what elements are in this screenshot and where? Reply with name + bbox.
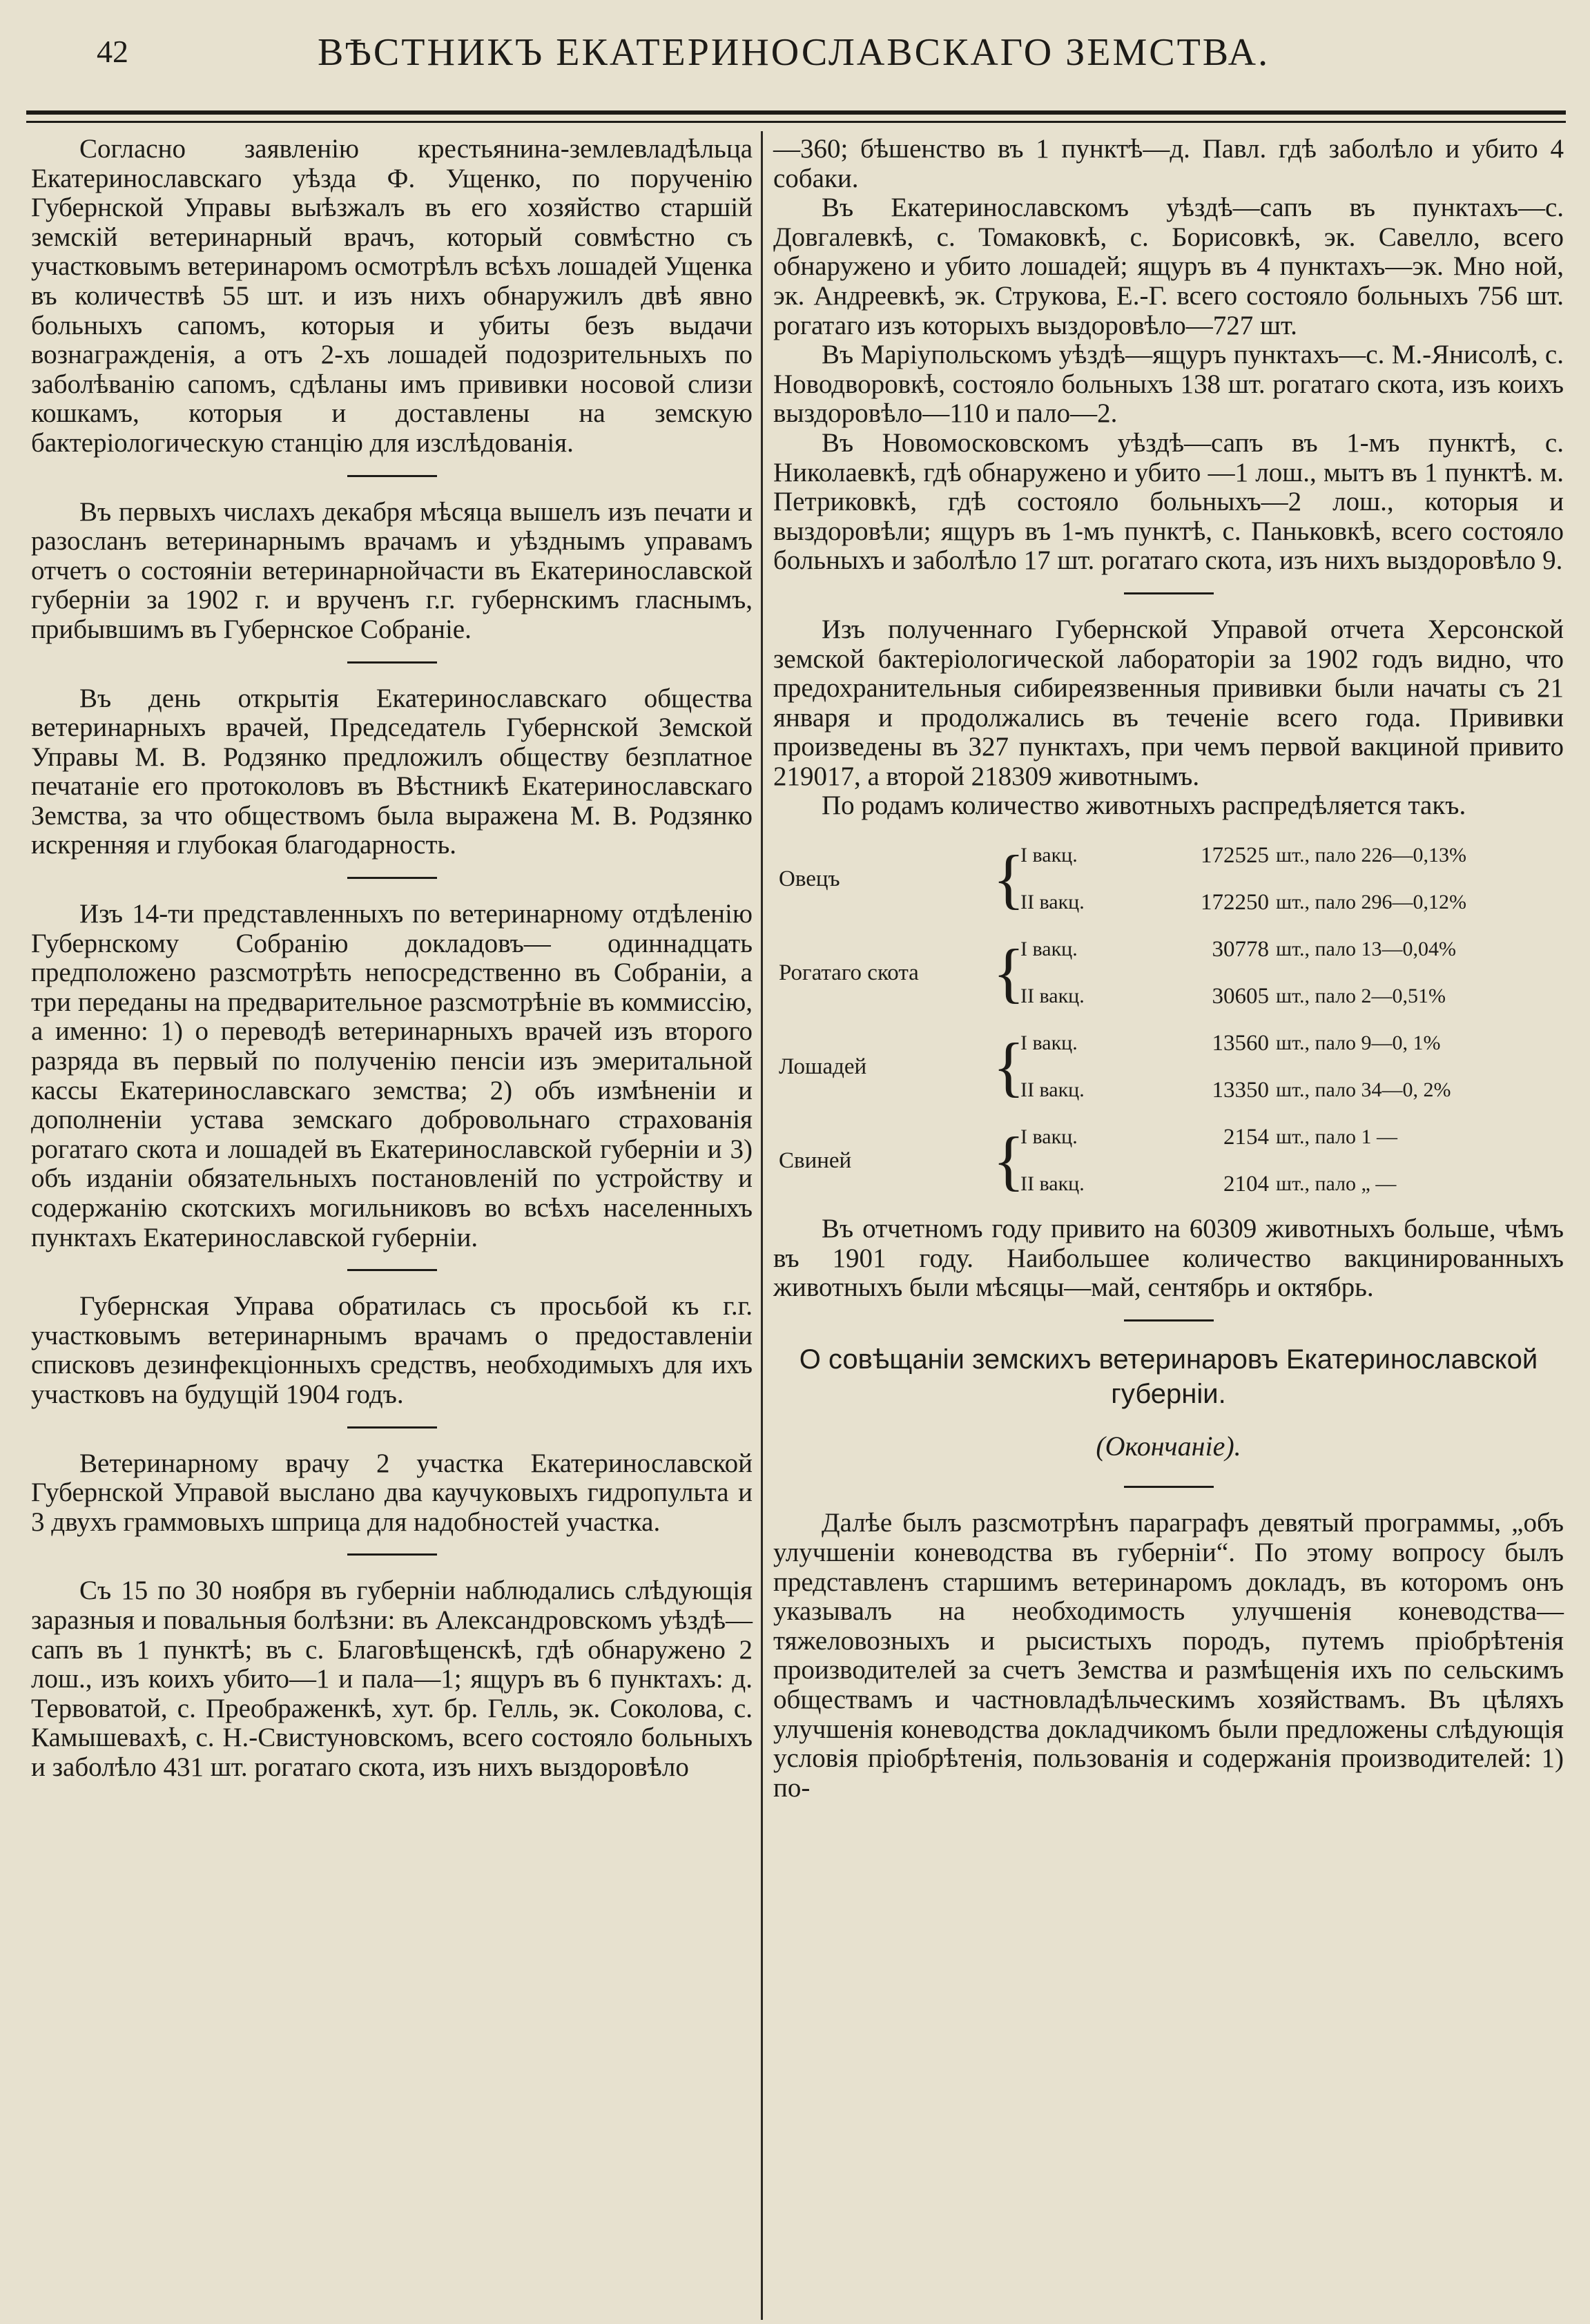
deaths: шт., пало 296—0,12% — [1276, 891, 1467, 914]
count: 172250 — [1201, 890, 1269, 916]
animal-name: Свиней — [779, 1148, 852, 1174]
section-separator — [347, 877, 437, 879]
brace-mark: { — [993, 936, 1025, 1010]
vaccination-table — [773, 832, 1564, 1208]
paragraph-hydropults-sent: Ветеринарному врачу 2 участка Екатеринославской Губернской Управой выслано два каучуковыхъ гидропульта и 3 двухъ граммовыхъ шприца для надобностей участка. — [31, 1448, 753, 1537]
count: 30778 — [1212, 937, 1269, 962]
paragraph-disinfectants-request: Губернская Управа обратилась съ просьбой къ г.г. участковымъ ветеринарнымъ врачамъ о предоставленіи списковъ дезинфекціонныхъ средствъ, необходимыхъ для ихъ участковъ на будущій 1904 годъ. — [31, 1291, 753, 1409]
count: 13350 — [1212, 1078, 1269, 1103]
left-column — [31, 135, 753, 1783]
header-rule-thick — [26, 110, 1566, 115]
section-separator — [1124, 1486, 1214, 1488]
paragraph-horse-breeding: Далѣе былъ разсмотрѣнъ параграфъ девятый программы, „объ улучшеніи коневодства въ губерніи“. По этому вопросу былъ представленъ старшимъ ветеринаромъ докладъ, въ которомъ онъ указывалъ на необходимость улучшенія коневодства—тяжеловозныхъ и рысистыхъ породъ, путемъ пріобрѣтенія производителей за счетъ Земства и размѣщенія ихъ по сельскимъ обществамъ и частновладѣльческимъ хозяйствамъ. Въ цѣляхъ улучшенія коневодства докладчикомъ были предложены слѣдующія условія пріобрѣтенія, пользованія и содержанія производителей: 1) по- — [773, 1508, 1564, 1803]
vaccination-line — [1020, 926, 1564, 973]
table-row — [773, 1114, 1564, 1208]
count: 13560 — [1212, 1031, 1269, 1056]
vaccination-line — [1020, 879, 1564, 926]
paragraph-mariupol-district: Въ Маріупольскомъ уѣздѣ—ящуръ пунктахъ—с. М.-Янисолѣ, с. Новодворовкѣ, состояло больныхъ 138 шт. рогатаго скота, изъ коихъ выздоровѣло—110 и пало—2. — [773, 340, 1564, 429]
paragraph-distribution-intro: По родамъ количество животныхъ распредѣляется такъ. — [822, 791, 1466, 821]
paragraph-assembly-reports: Изъ 14-ти представленныхъ по ветеринарному отдѣленію Губернскому Собранію докладовъ— одиннадцать предположено разсмотрѣть непосредственно въ Собраніи, а три переданы на предварительное разсмотрѣніе въ коммиссію, а именно: 1) о переводѣ ветеринарныхъ врачей изъ второго разряда въ первый по полученію пенсіи изъ эмеритальной кассы Екатеринославскаго земства; 2) объ измѣненіи и дополненіи устава земскаго добровольнаго страхованія рогатаго скота и лошадей въ Екатеринославской губерніи и 3) объ изданіи обязательныхъ постановленій по устройству и содержанію скотскихъ могильниковъ во всѣхъ населенныхъ пунктахъ Екатеринославской губерніи. — [31, 899, 753, 1252]
section-title: О совѣщаніи земскихъ ветеринаровъ Екатеринославской губерніи. — [799, 1344, 1538, 1409]
section-separator — [347, 1553, 437, 1556]
section-separator — [1124, 592, 1214, 594]
section-separator — [347, 1269, 437, 1271]
vaccination-line — [1020, 1161, 1564, 1208]
paragraph-diseases-november: Съ 15 по 30 ноября въ губерніи наблюдались слѣдующія заразныя и повальныя болѣзни: въ Александровскомъ уѣздѣ—сапъ въ 1 пунктѣ; въ с. Благовѣщенскѣ, гдѣ обнаружено 2 лош., изъ коихъ убито—1 и пала—1; ящуръ въ 6 пунктахъ: д. Тервоватой, с. Преображенкѣ, хут. бр. Гелль, эк. Соколова, с. Камышевахѣ, с. Н.-Свистуновскомъ, всего состояло больныхъ и заболѣло 431 шт. рогатаго скота, изъ нихъ выздоровѣло — [31, 1576, 753, 1782]
paragraph-continuation: —360; бѣшенство въ 1 пунктѣ—д. Павл. гдѣ заболѣло и убито 4 собаки. — [773, 134, 1564, 193]
paragraph-ushchenko-inspection: Согласно заявленію крестьянина-землевладѣльца Екатеринославскаго уѣзда Ф. Ущенко, по порученію Губернской Управы выѣзжалъ въ его хозяйство старшій земскій ветеринарный врачъ, который совмѣстно съ участковымъ ветеринаромъ осмотрѣлъ всѣхъ лошадей Ущенка въ количествѣ 55 шт. и изъ нихъ обнаружилъ двѣ явно больныхъ сапомъ, которыя и убиты безъ выдачи вознагражденія, а отъ 2-хъ лошадей подозрительныхъ по заболѣванію сапомъ, сдѣланы имъ прививки носовой слизи кошкамъ, которыя и доставлены на земскую бактеріологическую станцію для изслѣдованія. — [31, 134, 753, 458]
section-separator — [347, 1426, 437, 1429]
right-column — [773, 135, 1564, 1803]
deaths: шт., пало 226—0,13% — [1276, 844, 1467, 867]
paragraph-society-opening: Въ день открытія Екатеринославскаго общества ветеринарныхъ врачей, Председатель Губернской Земской Управы М. В. Родзянко предложилъ обществу безплатное печатаніе его протоколовъ въ Вѣстникѣ Екатеринославскаго Земства, за что обществомъ была выражена М. В. Родзянко искренняя и глубокая благодарность. — [31, 683, 753, 860]
brace-mark: { — [993, 842, 1025, 916]
vaccination-line — [1020, 1067, 1564, 1114]
paragraph-ekaterinoslav-district: Въ Екатеринославскомъ уѣздѣ—сапъ въ пунктахъ—с. Довгалевкѣ, с. Томаковкѣ, с. Борисовкѣ, эк. Савелло, всего обнаружено и убито лошадей; ящуръ въ 4 пунктахъ—эк. Мно ной, эк. Андреевкѣ, эк. Струкова, Е.-Г. всего состояло больныхъ 756 шт. рогатаго изъ которыхъ выздоровѣло—727 шт. — [773, 193, 1564, 340]
count: 30605 — [1212, 984, 1269, 1009]
deaths: шт., пало 13—0,04% — [1276, 938, 1457, 961]
running-title: ВѢСТНИКЪ ЕКАТЕРИНОСЛАВСКАГО ЗЕМСТВА. — [318, 31, 1270, 74]
vaccination-lines — [1020, 1114, 1564, 1208]
deaths: шт., пало 9—0, 1% — [1276, 1032, 1441, 1055]
animal-name: Рогатаго скота — [779, 960, 919, 986]
deaths: шт., пало „ — — [1276, 1172, 1397, 1196]
paragraph-vaccination-summary: Въ отчетномъ году привито на 60309 животныхъ больше, чѣмъ въ 1901 году. Наибольшее количество вакцинированныхъ животныхъ были мѣсяцы—май, сентябрь и октябрь. — [773, 1214, 1564, 1303]
paragraph-novomoskovsk-district: Въ Новомосковскомъ уѣздѣ—сапъ въ 1-мъ пунктѣ, с. Николаевкѣ, гдѣ обнаружено и убито —1 лош., мытъ въ 1 пунктѣ. м. Петриковкѣ, гдѣ состояло больныхъ—2 лош., которыя и выздоровѣли; ящуръ въ 1-мъ пунктѣ, с. Паньковкѣ, всего состояло больныхъ и заболѣло 17 шт. рогатаго скота, изъ нихъ выздоровѣло 9. — [773, 427, 1564, 576]
paragraph-kherson-lab-report: Изъ полученнаго Губернской Управой отчета Херсонской земской бактеріологической лабораторіи за 1902 годъ видно, что предохранительныя сибиреязвенныя прививки были начаты съ 21 января и продолжались въ теченіе всего года. Прививки произведены въ 327 пунктахъ, при чемъ первой вакциной привито 219017, а второй 218309 животнымъ. — [773, 614, 1564, 791]
vaccination-lines — [1020, 1020, 1564, 1114]
deaths: шт., пало 34—0, 2% — [1276, 1078, 1451, 1102]
table-row — [773, 926, 1564, 1020]
vaccination-line — [1020, 973, 1564, 1020]
vaccination-round: II вакц. — [1020, 1172, 1085, 1196]
vaccination-lines — [1020, 926, 1564, 1020]
deaths: шт., пало 1 — — [1276, 1125, 1398, 1149]
vaccination-round: II вакц. — [1020, 1078, 1085, 1102]
section-separator — [347, 661, 437, 664]
page-number: 42 — [97, 34, 128, 69]
column-divider — [761, 131, 763, 2320]
vaccination-round: I вакц. — [1020, 1032, 1078, 1055]
vaccination-line — [1020, 832, 1564, 879]
paragraph-report-published: Въ первыхъ числахъ декабря мѣсяца вышелъ изъ печати и разосланъ ветеринарнымъ врачамъ и уѣзднымъ управамъ отчетъ о состояніи ветеринарнойчасти въ Екатеринославской губерніи за 1902 г. и врученъ г.г. губернскимъ гласнымъ, прибывшимъ въ Губернское Собраніе. — [31, 496, 753, 644]
header-rule-thin — [26, 121, 1566, 123]
animal-name: Лошадей — [779, 1054, 867, 1080]
vaccination-round: II вакц. — [1020, 985, 1085, 1008]
deaths: шт., пало 2—0,51% — [1276, 985, 1446, 1008]
table-row — [773, 832, 1564, 926]
section-separator — [1124, 1319, 1214, 1321]
count: 2154 — [1223, 1125, 1269, 1150]
vaccination-round: II вакц. — [1020, 891, 1085, 914]
vaccination-round: I вакц. — [1020, 844, 1078, 867]
vaccination-round: I вакц. — [1020, 938, 1078, 961]
vaccination-lines — [1020, 832, 1564, 926]
count: 172525 — [1201, 843, 1269, 869]
vaccination-line — [1020, 1114, 1564, 1161]
brace-mark: { — [993, 1123, 1025, 1198]
section-separator — [347, 475, 437, 477]
vaccination-line — [1020, 1020, 1564, 1067]
section-subtitle: (Окончаніе). — [1096, 1430, 1241, 1462]
count: 2104 — [1223, 1172, 1269, 1197]
brace-mark: { — [993, 1029, 1025, 1104]
vaccination-round: I вакц. — [1020, 1125, 1078, 1149]
animal-name: Овецъ — [779, 866, 840, 892]
table-row — [773, 1020, 1564, 1114]
